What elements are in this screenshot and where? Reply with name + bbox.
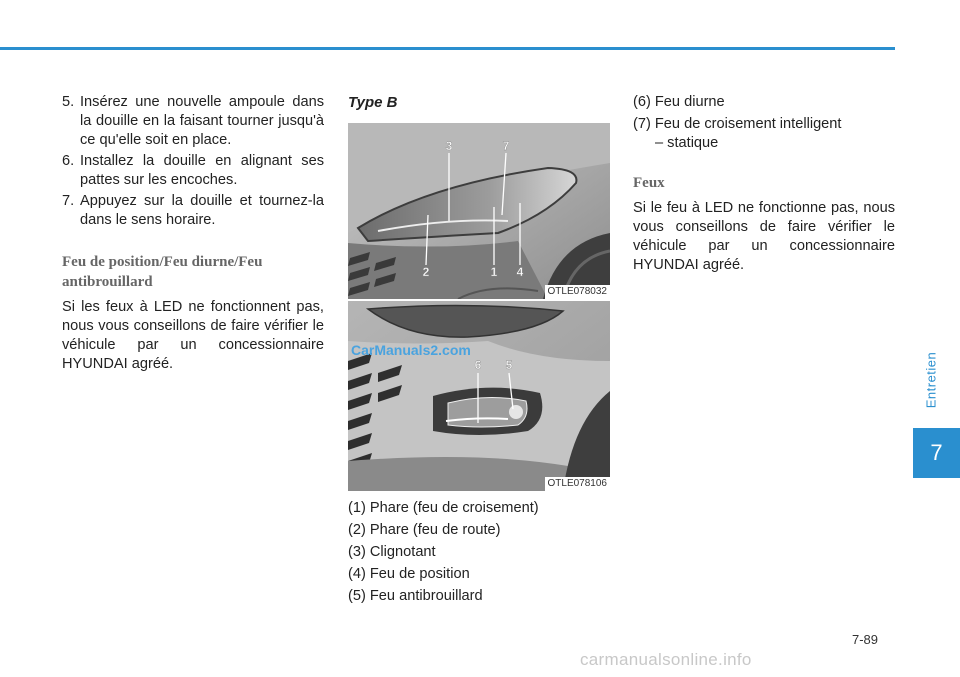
chapter-side-label-text: Entretien — [923, 351, 939, 409]
step-5 — [62, 93, 324, 150]
chapter-tab: 7 — [913, 428, 960, 478]
callout-4: 4 — [516, 265, 524, 279]
column-right — [633, 93, 895, 275]
callout-7: 7 — [502, 139, 510, 153]
callout-1: 1 — [490, 265, 498, 279]
step-text: Insérez une nouvelle ampoule dans la douille en la faisant tourner jusqu'à ce qu'elle soit en place. — [80, 94, 324, 148]
step-number: 6. — [62, 153, 75, 169]
legend-item: (5) Feu antibrouillard — [348, 588, 483, 604]
watermark-footer: carmanualsonline.info — [580, 650, 752, 669]
heading-line: Feu de position/Feu diurne/Feu — [62, 254, 263, 270]
figure-foglamp — [348, 301, 610, 491]
callout-3: 3 — [445, 139, 453, 153]
section-paragraph: Si le feu à LED ne fonctionne pas, nous vous conseillons de faire vérifier le véhicule par un concessionnaire HYUNDAI agréé. — [633, 200, 895, 273]
legend-list — [348, 499, 610, 606]
callout-6: 6 — [474, 358, 482, 372]
foglamp-illustration — [348, 301, 610, 491]
headlamp-illustration — [348, 123, 610, 299]
header-rule — [0, 47, 895, 50]
legend-line: – statique — [655, 135, 719, 151]
step-7 — [62, 192, 324, 230]
legend-item-7 — [633, 115, 895, 153]
figure-code: OTLE078106 — [545, 477, 611, 491]
legend-item: (2) Phare (feu de route) — [348, 522, 501, 538]
legend-line: (7) Feu de croisement intelligent — [633, 116, 842, 132]
step-number: 7. — [62, 193, 75, 209]
section-heading-position-lights — [62, 252, 324, 292]
heading-line: antibrouillard — [62, 274, 153, 290]
chapter-side-label — [918, 335, 944, 425]
figure-code: OTLE078032 — [545, 285, 611, 299]
section-paragraph: Si les feux à LED ne fonctionnent pas, nous vous conseillons de faire vérifier le véhicule par un concessionnaire HYUNDAI agréé. — [62, 299, 324, 372]
watermark-inline: CarManuals2.com — [351, 342, 471, 358]
step-text: Installez la douille en alignant ses pattes sur les encoches. — [80, 153, 324, 188]
callout-2: 2 — [422, 265, 430, 279]
legend-item: (4) Feu de position — [348, 566, 470, 582]
legend-item: (1) Phare (feu de croisement) — [348, 500, 539, 516]
step-number: 5. — [62, 94, 75, 110]
step-text: Appuyez sur la douille et tournez-la dans le sens horaire. — [80, 193, 324, 228]
section-heading-lights: Feux — [633, 175, 665, 191]
legend-item: (3) Clignotant — [348, 544, 436, 560]
legend-item: (6) Feu diurne — [633, 94, 725, 110]
step-6 — [62, 152, 324, 190]
type-heading: Type B — [348, 94, 398, 111]
callout-5: 5 — [505, 358, 513, 372]
column-left — [62, 93, 324, 374]
figure-headlamp — [348, 123, 610, 299]
page-number: 7-89 — [852, 632, 879, 647]
